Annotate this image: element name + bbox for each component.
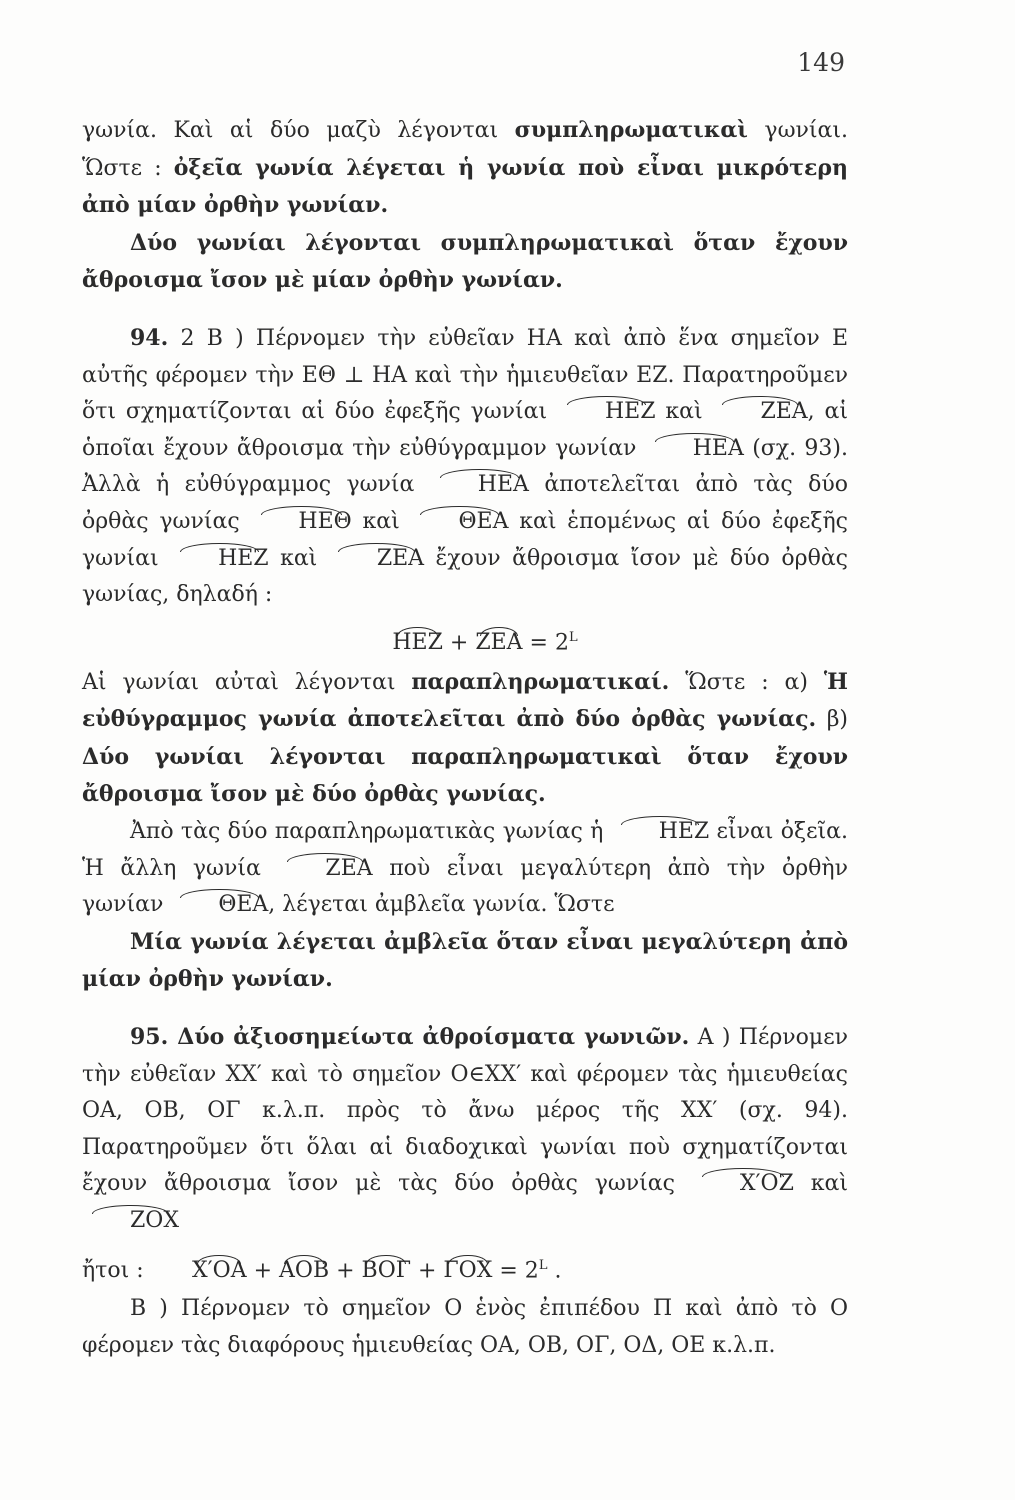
definition-straight: Ἡ εὐθύγραμμος γωνία ἀποτελεῖται ἀπὸ δύο ὀρθὰς γωνίας. xyxy=(82,668,848,733)
text-run: Αἱ γωνίαι αὐταὶ λέγονται xyxy=(82,669,412,695)
text-run: β) xyxy=(816,707,848,733)
text-run: Ἀπὸ τὰς δύο παραπληρωματικὰς γωνίας ἡ xyxy=(130,819,611,845)
operator: + xyxy=(329,1257,362,1283)
text-run: καὶ ἑπομένως αἱ δύο ἐφεξῆς γωνίαι xyxy=(82,508,848,571)
page-number: 149 xyxy=(797,48,845,77)
operator: + xyxy=(411,1257,444,1283)
formula-supplementary xyxy=(82,620,848,662)
text-run: ἀποτελεῖται ἀπὸ τὰς δύο ὀρθὰς γωνίας xyxy=(82,472,848,534)
angle-aob: ΑΟΒ xyxy=(279,1253,329,1290)
angle-xoa: Χ′ΟΑ xyxy=(192,1253,247,1290)
term-complementary: συμπληρωματικαὶ xyxy=(514,117,748,143)
angle-gox: ΓΟΧ xyxy=(443,1253,492,1290)
angle-thea: ΘΕΑ xyxy=(410,504,508,541)
text-run: 2 Β ) Πέρνομεν τὴν εὐθεῖαν ΗΑ καὶ ἀπὸ ἕνα σημεῖον Ε αὐτῆς φέρομεν τὴν ΕΘ ⊥ ΗΑ καὶ τὴν ἡμιευθεῖαν ΕΖ. Παρατηροῦμεν ὅτι σχηματίζονται αἱ δύο ἐφεξῆς γωνίαι xyxy=(82,325,848,425)
text-run: γωνία. Καὶ αἱ δύο μαζὺ λέγονται xyxy=(82,118,515,143)
operator: = 2 xyxy=(492,1257,539,1283)
text-run: καὶ xyxy=(268,545,329,571)
text-run: Β ) Πέρνομεν τὸ σημεῖον Ο ἑνὸς ἐπιπέδου Π καὶ ἀπὸ τὸ Ο φέρομεν τὰς διαφόρους ἡμιευθείας ΟΑ, ΟΒ, ΟΓ, ΟΔ, ΟΕ κ.λ.π. xyxy=(82,1296,848,1359)
term-supplementary: παραπληρωματικαί. xyxy=(411,668,670,695)
text-run: ποὺ εἶναι μεγαλύτερη ἀπὸ τὴν ὀρθὴν γωνίαν xyxy=(82,855,848,918)
text-run: Α ) Πέρνομεν τὴν εὐθεῖαν ΧΧ′ καὶ τὸ σημεῖον Ο∈ΧΧ′ καὶ φέρομεν τὰς ἡμιευθείας ΟΑ, ΟΒ, ΟΓ κ.λ.π. πρὸς τὸ ἄνω μέρος τῆς ΧΧ′ (σχ. 94). Παρατηροῦμεν ὅτι ὅλαι αἱ διαδοχικαὶ γωνίαι ποὺ σχηματίζονται ἔχουν ἄθροισμα ἴσον μὲ τὰς δύο ὀρθὰς γωνίας xyxy=(82,1024,848,1197)
text-run: καὶ xyxy=(793,1171,848,1197)
text-run: , αἱ ὁποῖαι ἔχουν ἄθροισμα τὴν εὐθύγραμμον γωνίαν xyxy=(82,399,848,461)
text-run: (σχ. 93). Ἀλλὰ ἡ εὐθύγραμμος γωνία xyxy=(82,435,848,498)
section-heading-95: 95. Δύο ἀξιοσημείωτα ἀθροίσματα γωνιῶν. xyxy=(130,1023,690,1050)
paragraph-acute xyxy=(82,112,848,225)
angle-zea: ΖΕΑ xyxy=(329,541,424,578)
formula-sum-angles xyxy=(82,1248,848,1290)
definition-supplementary: Δύο γωνίαι λέγονται παραπληρωματικαὶ ὅταν ἔχουν ἄθροισμα ἴσον μὲ δύο ὀρθὰς γωνίας. xyxy=(82,743,848,808)
operator: + xyxy=(246,1257,280,1283)
definition-acute: ὀξεῖα γωνία λέγεται ἡ γωνία ποὺ εἶναι μικρότερη ἀπὸ μίαν ὀρθὴν γωνίαν. xyxy=(82,154,848,219)
paragraph-94 xyxy=(82,320,848,614)
angle-hea: ΗΕΑ xyxy=(645,431,744,468)
text-run: γωνίαι. xyxy=(747,118,848,143)
angle-hez: ΗΕΖ xyxy=(557,394,656,431)
angle-hea: ΗΕΑ xyxy=(430,467,529,504)
text-run: Ὥστε : xyxy=(82,155,174,181)
angle-xoz: Χ′ΟΖ xyxy=(692,1166,794,1203)
right-angle-symbol: L xyxy=(538,1257,548,1273)
text-run: ἤτοι : xyxy=(82,1257,144,1283)
angle-zea: ΖΕΑ xyxy=(475,625,522,662)
paragraph-obtuse xyxy=(82,814,848,924)
paragraph-obtuse-def xyxy=(82,924,848,999)
angle-zox: ΖΟΧ xyxy=(82,1203,179,1240)
paragraph-supplementary xyxy=(82,664,848,814)
paragraph-complementary-def xyxy=(82,225,848,300)
body-text xyxy=(82,112,848,1365)
text-run: , λέγεται ἀμβλεῖα γωνία. Ὥστε xyxy=(268,892,615,918)
text-run: εἶναι ὀξεῖα. Ἡ ἄλλη γωνία xyxy=(82,819,848,881)
section-number-94: 94. xyxy=(130,324,169,351)
angle-bog: ΒΟΓ xyxy=(362,1253,411,1290)
paragraph-95b xyxy=(82,1291,848,1364)
angle-heth: ΗΕΘ xyxy=(250,504,351,541)
paragraph-95 xyxy=(82,1019,848,1240)
text-run: καὶ xyxy=(351,508,411,534)
angle-hez: ΗΕΖ xyxy=(392,625,443,662)
right-angle-symbol: L xyxy=(568,629,578,645)
angle-hez: ΗΕΖ xyxy=(170,541,269,578)
angle-zea: ΖΕΑ xyxy=(277,851,372,888)
operator: = 2 xyxy=(522,630,569,656)
text-run: Ὥστε : α) xyxy=(669,669,824,695)
angle-zea: ΖΕΑ xyxy=(712,394,807,431)
angle-thea: ΘΕΑ xyxy=(170,887,268,924)
operator: + xyxy=(442,630,476,656)
definition-complementary: Δύο γωνίαι λέγονται συμπληρωματικαὶ ὅταν ἔχουν ἄθροισμα ἴσον μὲ μίαν ὀρθὴν γωνίαν. xyxy=(82,229,848,294)
definition-obtuse: Μία γωνία λέγεται ἀμβλεῖα ὅταν εἶναι μεγαλύτερη ἀπὸ μίαν ὀρθὴν γωνίαν. xyxy=(82,928,848,993)
text-run: ἔχουν ἄθροισμα ἴσον μὲ δύο ὀρθὰς γωνίας, δηλαδή : xyxy=(82,545,849,608)
angle-hez: ΗΕΖ xyxy=(611,814,710,851)
text-run: . xyxy=(547,1257,562,1283)
text-run: καὶ xyxy=(655,399,713,425)
